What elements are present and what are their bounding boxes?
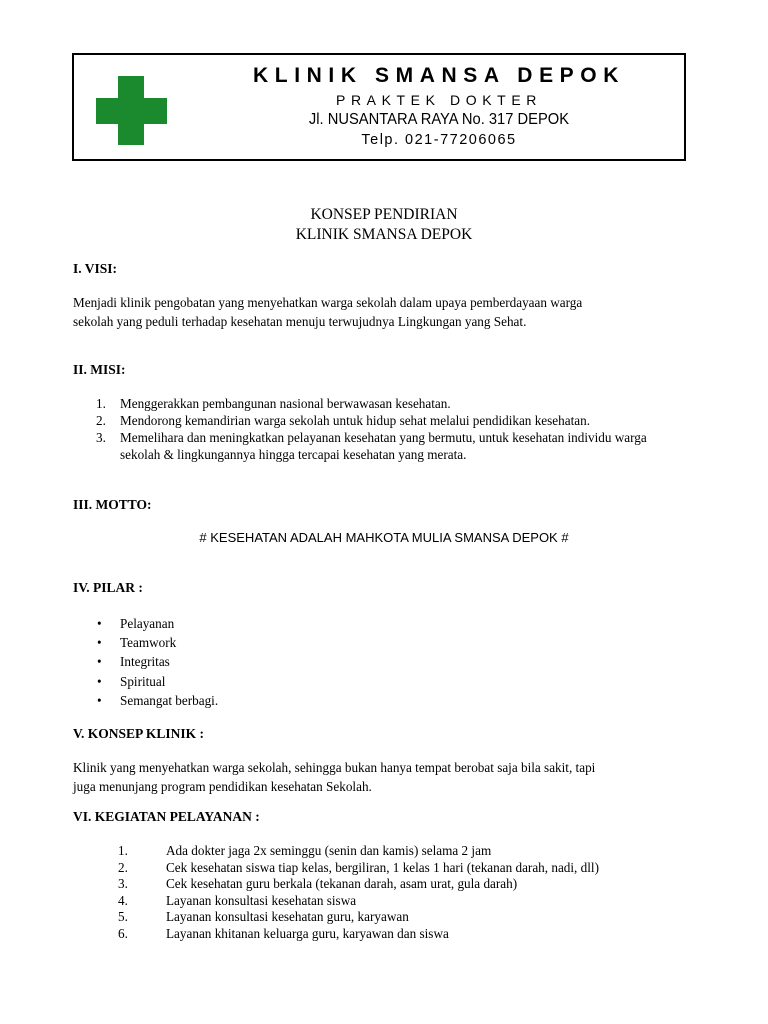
motto-text: # KESEHATAN ADALAH MAHKOTA MULIA SMANSA DEPOK #: [199, 530, 569, 545]
list-item: • Teamwork: [97, 635, 177, 651]
list-item: 1. Menggerakkan pembangunan nasional berwawasan kesehatan.: [96, 396, 451, 411]
visi-text: Menjadi klinik pengobatan yang menyehatkan warga sekolah dalam upaya pemberdayaan warga sekolah yang peduli terhadap kesehatan menuju terwujudnya Lingkungan yang Sehat.: [73, 295, 583, 329]
letterhead: [72, 53, 686, 161]
clinic-phone: Telp. 021-77206065: [361, 132, 517, 148]
clinic-name: KLINIK SMANSA DEPOK: [253, 64, 625, 87]
list-item: 6. Layanan khitanan keluarga guru, karyawan dan siswa: [118, 925, 449, 941]
document-title-line1: KONSEP PENDIRIAN: [310, 206, 458, 223]
list-item: 4. Layanan konsultasi kesehatan siswa: [118, 892, 357, 908]
clinic-address: Jl. NUSANTARA RAYA No. 317 DEPOK: [308, 111, 570, 128]
list-item: 1. Ada dokter jaga 2x seminggu (senin dan kamis) selama 2 jam: [118, 843, 492, 858]
kegiatan-heading: VI. KEGIATAN PELAYANAN :: [73, 809, 260, 824]
list-item: 3. Memelihara dan meningkatkan pelayanan kesehatan yang bermutu, untuk kesehatan individu warga sekolah & lingkungannya hingga tercapai kesehatan yang merata.: [96, 430, 647, 462]
green-cross-icon: [96, 76, 167, 145]
konsep-heading: V. KONSEP KLINIK :: [73, 726, 205, 741]
misi-heading: II. MISI:: [73, 362, 126, 377]
clinic-subtitle: PRAKTEK DOKTER: [336, 92, 542, 108]
pilar-list: [97, 614, 218, 710]
pilar-heading: IV. PILAR :: [73, 580, 143, 595]
list-item: • Pelayanan: [97, 616, 175, 631]
document-title-line2: KLINIK SMANSA DEPOK: [295, 226, 473, 243]
list-item: 2. Mendorong kemandirian warga sekolah untuk hidup sehat melalui pendidikan kesehatan.: [96, 413, 590, 428]
list-item: • Spiritual: [97, 673, 166, 689]
list-item: 5. Layanan konsultasi kesehatan guru, karyawan: [118, 909, 409, 925]
list-item: • Semangat berbagi.: [97, 692, 219, 708]
kegiatan-list: [118, 843, 599, 943]
list-item: 2. Cek kesehatan siswa tiap kelas, bergiliran, 1 kelas 1 hari (tekanan darah, nadi, dll): [118, 859, 599, 875]
misi-list: [96, 395, 706, 463]
visi-heading: I. VISI:: [73, 261, 118, 276]
konsep-text: Klinik yang menyehatkan warga sekolah, sehingga bukan hanya tempat berobat saja bila sakit, tapi juga menunjang program pendidikan kesehatan Sekolah.: [73, 760, 596, 794]
motto-heading: III. MOTTO:: [73, 497, 152, 512]
list-item: • Integritas: [97, 654, 170, 670]
list-item: 3. Cek kesehatan guru berkala (tekanan darah, asam urat, gula darah): [118, 876, 518, 892]
